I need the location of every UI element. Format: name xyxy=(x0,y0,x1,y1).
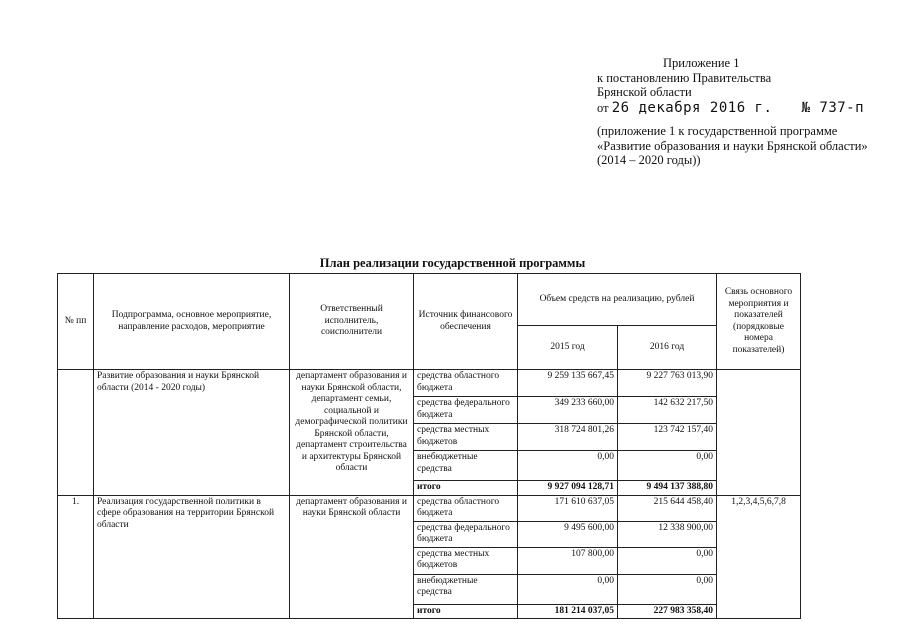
amount-2016: 9 227 763 013,90 xyxy=(618,370,717,397)
total-2015: 181 214 037,05 xyxy=(518,604,618,619)
amount-2015: 9 259 135 667,45 xyxy=(518,370,618,397)
funding-source: средства федерального бюджета xyxy=(414,521,518,547)
funding-source: внебюджетные средства xyxy=(414,574,518,604)
amount-2016: 123 742 157,40 xyxy=(618,424,717,451)
plan-title: План реализации государственной программы xyxy=(319,256,586,270)
header-volume: Объем средств на реализацию, рублей xyxy=(518,274,717,326)
row-number: 1. xyxy=(58,495,94,619)
funding-source: внебюджетные средства xyxy=(414,451,518,481)
header-name: Подпрограмма, основное мероприятие, направление расходов, мероприятие xyxy=(94,274,290,370)
total-label: итого xyxy=(414,481,518,496)
funding-source: средства местных бюджетов xyxy=(414,547,518,574)
amount-2016: 142 632 217,50 xyxy=(618,397,717,424)
amount-2016: 0,00 xyxy=(618,451,717,481)
amount-2015: 171 610 637,05 xyxy=(518,495,618,521)
decree-number: № 737-п xyxy=(801,99,865,116)
header-year-2015: 2015 год xyxy=(518,326,618,370)
indicator-link: 1,2,3,4,5,6,7,8 xyxy=(717,495,801,619)
appendix-note-line-3: (2014 – 2020 годы)) xyxy=(597,153,701,167)
funding-source: средства областного бюджета xyxy=(414,495,518,521)
decree-date: 26 декабря 2016 г. xyxy=(611,99,773,116)
header-link: Связь основного мероприятия и показателей (порядковые номера показателей) xyxy=(717,274,801,370)
row-number xyxy=(58,370,94,496)
total-2016: 9 494 137 388,80 xyxy=(618,481,717,496)
responsible-executor: департамент образования и науки Брянской области, департамент семьи, социальной и демографической политики Брянской области, департамент строительства и архитектуры Брянской области xyxy=(290,370,414,496)
amount-2016: 215 644 458,40 xyxy=(618,495,717,521)
appendix-line-2: Брянской области xyxy=(597,85,692,99)
amount-2015: 349 233 660,00 xyxy=(518,397,618,424)
amount-2016: 12 338 900,00 xyxy=(618,521,717,547)
total-2015: 9 927 094 128,71 xyxy=(518,481,618,496)
program-name: Развитие образования и науки Брянской области (2014 - 2020 годы) xyxy=(94,370,290,496)
appendix-note xyxy=(597,124,897,168)
amount-2016: 0,00 xyxy=(618,574,717,604)
table-row xyxy=(58,495,801,521)
program-name: Реализация государственной политики в сфере образования на территории Брянской области xyxy=(94,495,290,619)
responsible-executor: департамент образования и науки Брянской области xyxy=(290,495,414,619)
plan-table xyxy=(57,273,801,619)
funding-source: средства местных бюджетов xyxy=(414,424,518,451)
indicator-link xyxy=(717,370,801,496)
appendix-title: Приложение 1 xyxy=(663,56,740,70)
appendix-note-line-2: «Развитие образования и науки Брянской области» xyxy=(597,138,868,153)
date-prefix: от xyxy=(597,100,609,115)
header-responsible: Ответственный исполнитель, соисполнители xyxy=(290,274,414,370)
amount-2015: 0,00 xyxy=(518,574,618,604)
amount-2015: 9 495 600,00 xyxy=(518,521,618,547)
total-label: итого xyxy=(414,604,518,619)
appendix-note-line-1: (приложение 1 к государственной программе xyxy=(597,124,838,138)
appendix-line-1: к постановлению Правительства xyxy=(597,70,772,85)
amount-2015: 318 724 801,26 xyxy=(518,424,618,451)
amount-2016: 0,00 xyxy=(618,547,717,574)
header-no: № пп xyxy=(58,274,94,370)
table-row xyxy=(58,370,801,397)
decree-date-line xyxy=(597,101,897,116)
funding-source: средства областного бюджета xyxy=(414,370,518,397)
total-2016: 227 983 358,40 xyxy=(618,604,717,619)
amount-2015: 0,00 xyxy=(518,451,618,481)
amount-2015: 107 800,00 xyxy=(518,547,618,574)
header-source: Источник финансового обеспечения xyxy=(414,274,518,370)
header-year-2016: 2016 год xyxy=(618,326,717,370)
funding-source: средства федерального бюджета xyxy=(414,397,518,424)
appendix-header xyxy=(597,56,897,168)
